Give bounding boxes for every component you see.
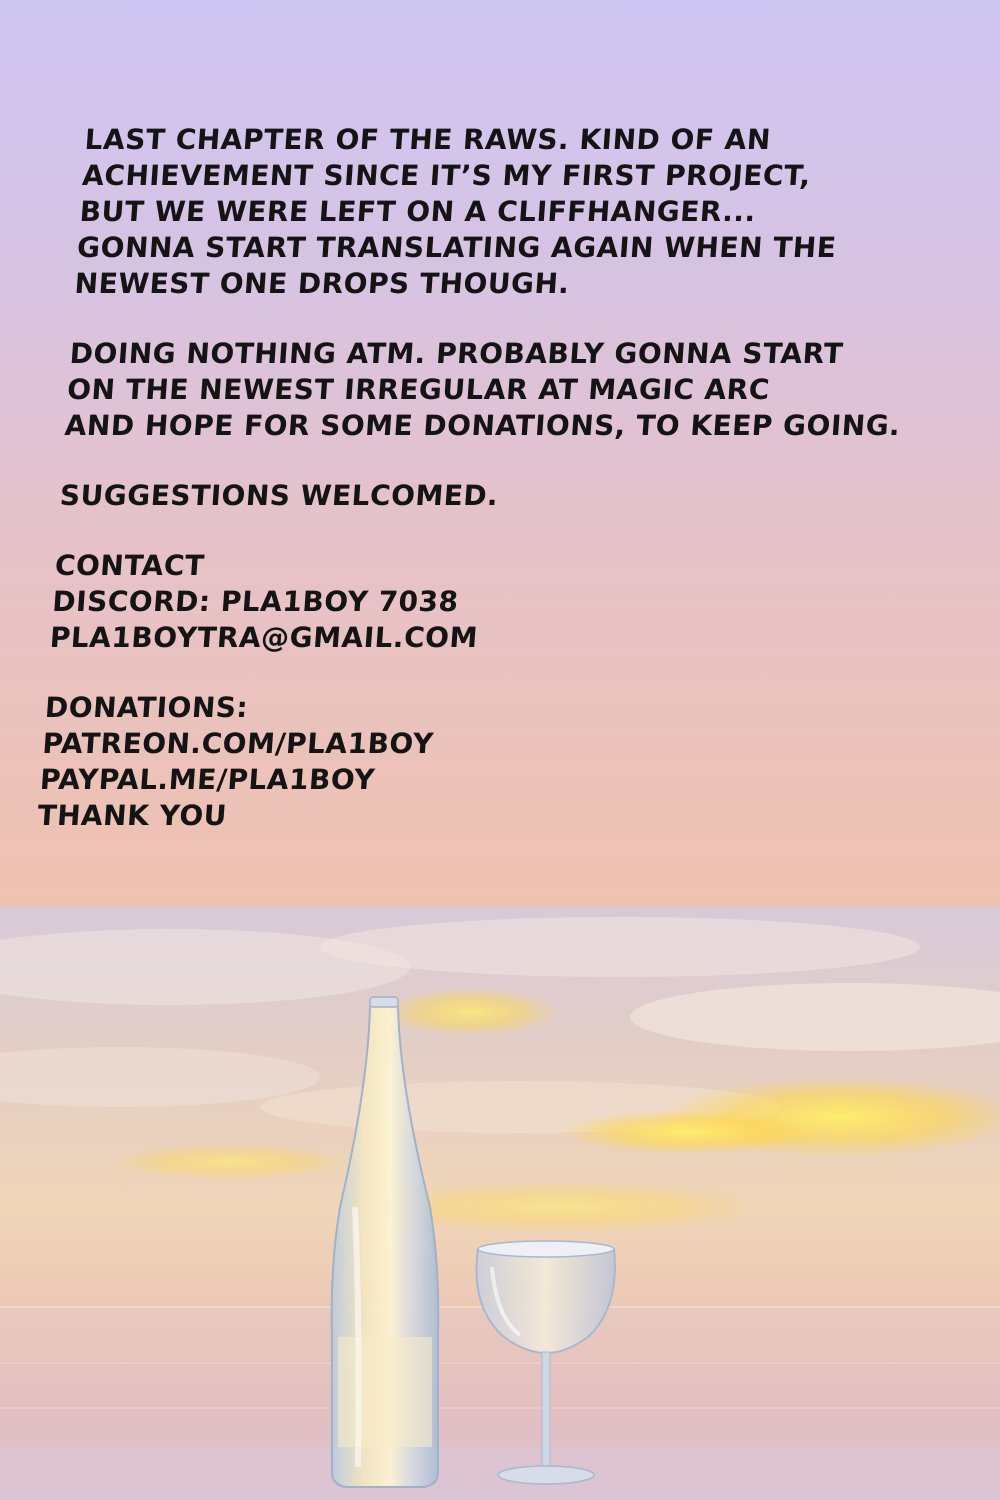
note-line: LAST CHAPTER OF THE RAWS. KIND OF AN: [83, 123, 772, 156]
note-line: BUT WE WERE LEFT ON A CLIFFHANGER...: [78, 195, 758, 228]
thank-you-text: THANK YOU: [36, 799, 229, 832]
note-line: SUGGESTIONS WELCOMED.: [58, 479, 500, 512]
contact-heading: CONTACT: [53, 549, 206, 582]
photo-illustration: [0, 907, 1000, 1500]
note-line: ON THE NEWEST IRREGULAR AT MAGIC ARC: [66, 373, 771, 406]
donations-section: [36, 690, 926, 834]
email-address: PLA1BOYTRA@GMAIL.COM: [48, 621, 480, 654]
plans-paragraph: [63, 336, 951, 444]
note-line: AND HOPE FOR SOME DONATIONS, TO KEEP GOING.: [63, 409, 902, 442]
donations-heading: DONATIONS:: [43, 691, 250, 724]
note-line: GONNA START TRANSLATING AGAIN WHEN THE: [76, 231, 838, 264]
paypal-link-text: PAYPAL.ME/PLA1BOY: [38, 763, 377, 796]
contact-section: [49, 548, 937, 656]
patreon-link-text: PATREON.COM/PLA1BOY: [41, 727, 435, 760]
note-line: ACHIEVEMENT SINCE IT’S MY FIRST PROJECT,: [81, 159, 812, 192]
note-line: DOING NOTHING ATM. PROBABLY GONNA START: [68, 337, 845, 370]
chapter-status-paragraph: [73, 122, 966, 302]
discord-handle: DISCORD: PLA1BOY 7038: [51, 585, 460, 618]
sunset-bottle-photo: [0, 907, 1000, 1500]
suggestions-paragraph: [59, 478, 942, 514]
translator-note: [34, 122, 966, 868]
note-line: NEWEST ONE DROPS THOUGH.: [73, 267, 571, 300]
